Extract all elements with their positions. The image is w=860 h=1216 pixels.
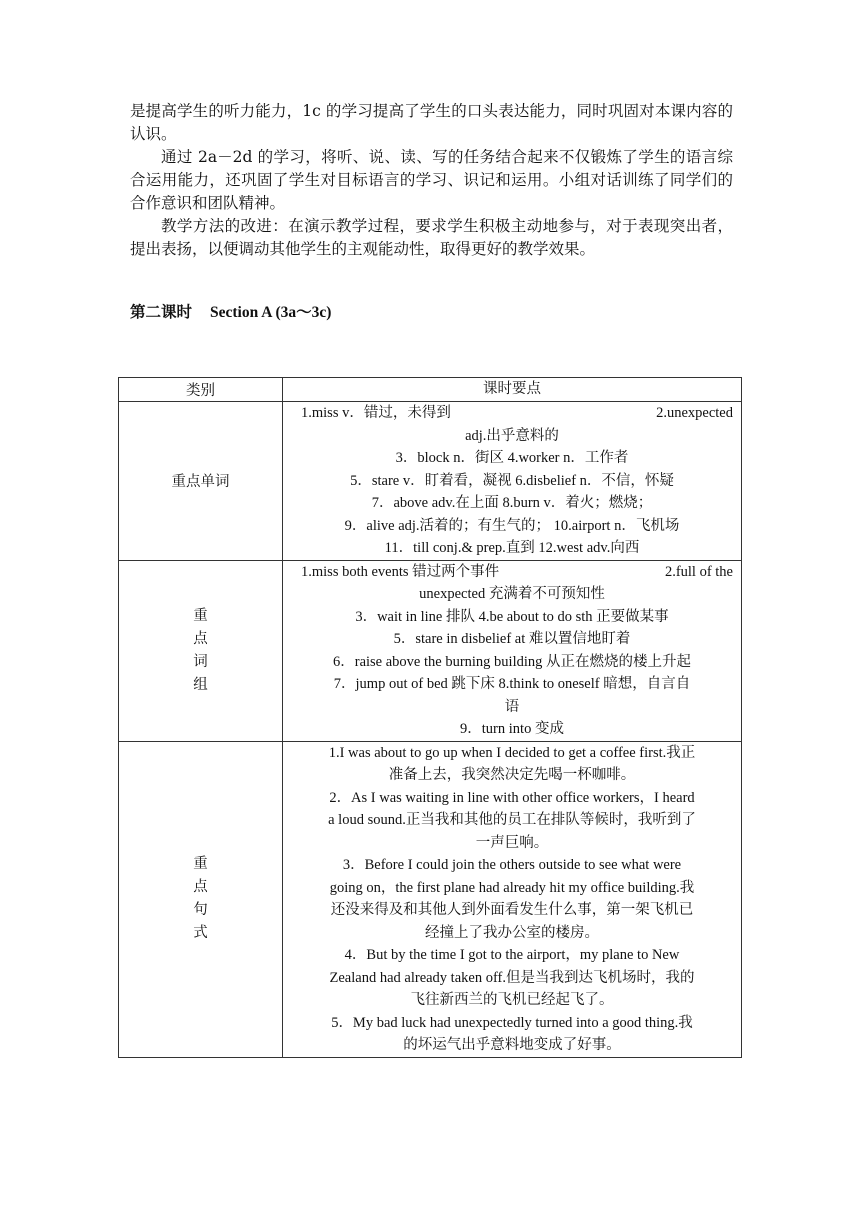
table-row-words [119, 402, 742, 561]
table-line-text: 7．jump out of bed 跳下床 8.think to oneself 暗想，自言自 [333, 676, 691, 692]
table-line-text: 2.unexpected [656, 405, 733, 421]
category-char: 重 [193, 607, 208, 624]
table-line-text: 1.miss v．错过，未得到 [301, 405, 451, 421]
table-line [287, 877, 737, 900]
table-line [287, 854, 737, 877]
table-row-sentences [119, 741, 742, 1057]
table-line-text: 飞往新西兰的飞机已经起飞了。 [410, 992, 614, 1008]
table-line [287, 696, 737, 719]
table-line-text: 的坏运气出乎意料地变成了好事。 [403, 1037, 621, 1053]
table-line-text: 2．As I was waiting in line with other office workers，I heard [329, 789, 695, 806]
table-line-text: 2.full of the [664, 563, 733, 580]
table-line-text: Zealand had already taken off.但是当我到达飞机场时，我的 [329, 969, 695, 986]
table-line [287, 537, 737, 560]
intro-paragraph-3: 教学方法的改进：在演示教学过程，要求学生积极主动地参与，对于表现突出者，提出表扬，以便调动其他学生的主观能动性，取得更好的教学效果。 [130, 217, 733, 258]
table-header-row [119, 378, 742, 402]
category-char: 词 [193, 653, 208, 670]
table-line-text: 3．Before I could join the others outside to see what were [342, 857, 682, 873]
table-line-text: 3．wait in line 排队 4.be about to do sth 正要做某事 [355, 608, 669, 625]
table-line [287, 651, 737, 674]
lesson-label: 第二课时 [130, 304, 193, 321]
table-line [287, 899, 737, 922]
category-char: 组 [193, 676, 208, 693]
table-line-text: 5．stare v．盯着看，凝视 6.disbelief n．不信，怀疑 [350, 472, 674, 489]
points-sentences [283, 741, 742, 1057]
table-line [287, 561, 737, 584]
table-line [287, 1012, 737, 1035]
table-line-text: 6．raise above the burning building 从正在燃烧的楼上升起 [332, 653, 692, 670]
table-line [287, 492, 737, 515]
table-line-text: 9．turn into 变成 [460, 721, 564, 737]
section-title: Section A (3a～3c) [210, 304, 332, 321]
table-line [287, 606, 737, 629]
table-line [287, 583, 737, 606]
table-line [287, 447, 737, 470]
table-line [287, 809, 737, 832]
table-line [287, 764, 737, 787]
table-line [287, 922, 737, 945]
table-line-text: 语 [504, 698, 520, 715]
category-sentences [119, 741, 283, 1057]
table-line-text: 5．My bad luck had unexpectedly turned into a good thing.我 [331, 1014, 693, 1031]
category-char: 句 [193, 902, 208, 918]
table-line-text: 还没来得及和其他人到外面看发生什么事，第一架飞机已 [330, 902, 694, 918]
category-char: 重 [193, 856, 208, 872]
section-heading [130, 300, 331, 322]
table-row-phrases [119, 560, 742, 741]
table-line [287, 944, 737, 967]
table-line-text: 经撞上了我办公室的楼房。 [425, 924, 599, 941]
table-line [287, 673, 737, 696]
table-line [287, 470, 737, 493]
table-line-text: 4．But by the time I got to the airport，my plane to New [344, 947, 680, 963]
category-phrases [119, 560, 283, 741]
category-char: 式 [193, 925, 208, 941]
table-line-text: 3．block n．街区 4.worker n．工作者 [395, 450, 629, 466]
category-words: 重点单词 [119, 402, 283, 561]
table-line [287, 967, 737, 990]
table-line-text: 11．till conj.& prep.直到 12.west adv.向西 [384, 540, 640, 556]
table-line [287, 628, 737, 651]
intro-paragraph-2: 通过 2a－2d 的学习，将听、说、读、写的任务结合起来不仅锻炼了学生的语言综合运用能力，还巩固了学生对目标语言的学习、识记和运用。小组对话训练了同学们的合作意识和团队精神。 [130, 148, 733, 212]
table-line [287, 787, 737, 810]
table-line-text: 1.I was about to go up when I decided to get a coffee first.我正 [328, 744, 696, 761]
intro-text [130, 100, 733, 261]
table-line [287, 1034, 737, 1057]
table-line [287, 832, 737, 855]
table-line [287, 742, 737, 765]
category-char: 点 [193, 879, 208, 895]
table-line-text: 1.miss both events 错过两个事件 [301, 563, 500, 580]
intro-paragraph-1: 是提高学生的听力能力，1c 的学习提高了学生的口头表达能力，同时巩固对本课内容的认识。 [130, 102, 733, 143]
table-line-text: going on，the first plane had already hit my office building.我 [329, 879, 695, 896]
header-category: 类别 [119, 378, 283, 402]
table-line-text: 7．above adv.在上面 8.burn v．着火；燃烧； [371, 495, 653, 511]
category-char: 点 [193, 630, 208, 647]
table-line-text: 准备上去，我突然决定先喝一杯咖啡。 [388, 767, 636, 783]
table-line-text: a loud sound.正当我和其他的员工在排队等候时，我听到了 [328, 812, 696, 828]
table-line-text: 5．stare in disbelief at 难以置信地盯着 [393, 631, 631, 647]
points-words [283, 402, 742, 561]
header-points: 课时要点 [283, 378, 742, 402]
lesson-points-table [118, 377, 742, 1058]
table-line-text: 9．alive adj.活着的；有生气的； 10.airport n．飞机场 [344, 517, 680, 534]
table-line [287, 515, 737, 538]
table-line-text: unexpected 充满着不可预知性 [419, 586, 605, 602]
table-line [287, 718, 737, 741]
table-line-text: 一声巨响。 [475, 834, 549, 851]
table-line [287, 989, 737, 1012]
table-line [287, 425, 737, 448]
points-phrases [283, 560, 742, 741]
table-line-text: adj.出乎意料的 [465, 427, 559, 444]
table-line [287, 402, 737, 425]
